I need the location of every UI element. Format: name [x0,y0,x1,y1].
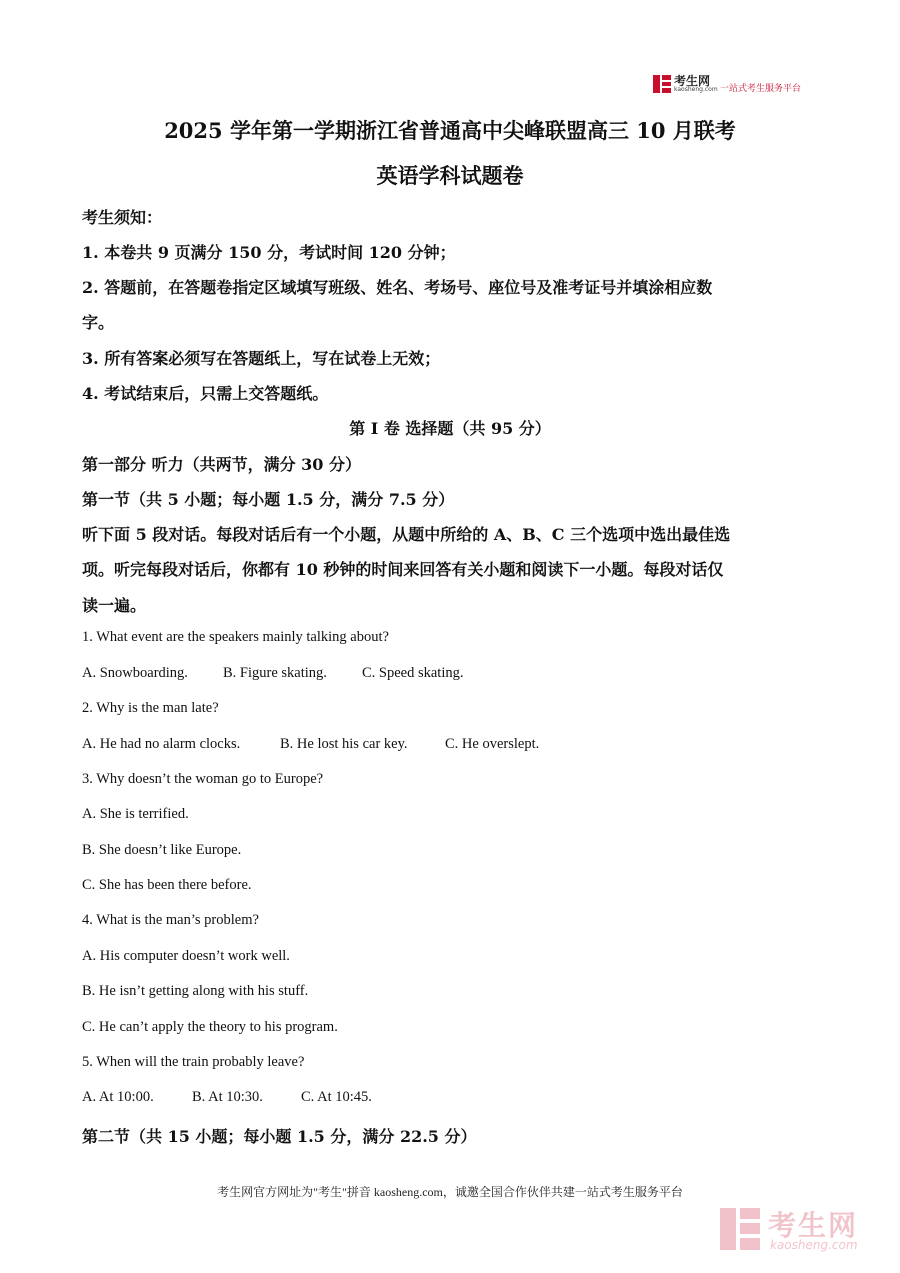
option-a: A. At 10:00. [82,1089,154,1105]
option-b: B. He lost his car key. [280,736,408,752]
question-3-stem: 3. Why doesn’t the woman go to Europe? [82,771,324,787]
question-5-stem: 5. When will the train probably leave? [82,1054,305,1070]
option-b: B. She doesn’t like Europe. [82,842,242,858]
option-c: C. She has been there before. [82,877,252,893]
question-1-options [82,665,464,682]
option-a: A. His computer doesn’t work well. [82,948,290,964]
option-b: B. At 10:30. [192,1089,263,1105]
notice-item: 3. 所有答案必须写在答题纸上，写在试卷上无效； [82,349,441,368]
option-c: C. Speed skating. [362,665,464,681]
question-2-options [82,736,539,753]
option-b: B. He isn’t getting along with his stuff. [82,983,309,999]
option-a: A. He had no alarm clocks. [82,736,241,752]
exam-subtitle: 英语学科试题卷 [376,163,524,188]
sub1-title: 第一节（共 5 小题；每小题 1.5 分，满分 7.5 分） [82,490,455,509]
option-a: A. She is terrified. [82,806,189,822]
volume-title: 第 I 卷 选择题（共 95 分） [349,419,551,438]
option-a: A. Snowboarding. [82,665,188,681]
brand-name: 考生网 [674,74,711,88]
question-1-stem: 1. What event are the speakers mainly talking about? [82,629,389,645]
brand-header [652,72,822,98]
notice-item: 字。 [82,313,115,332]
notice-heading: 考生须知： [82,208,163,227]
sub2-title: 第二节（共 15 小题；每小题 1.5 分，满分 22.5 分） [82,1127,477,1146]
question-2-stem: 2. Why is the man late? [82,700,219,716]
instructions-line: 听下面 5 段对话。每段对话后有一个小题，从题中所给的 A、B、C 三个选项中选出最佳选 [82,525,731,544]
instructions-line: 读一遍。 [82,596,147,615]
watermark-domain: kaosheng.com [770,1238,858,1252]
kaosheng-logo-icon [718,1206,762,1252]
notice-item: 2. 答题前，在答题卷指定区域填写班级、姓名、考场号、座位号及准考证号并填涂相应数 [82,278,713,297]
question-4-stem: 4. What is the man’s problem? [82,912,259,928]
kaosheng-logo-icon [652,74,672,94]
watermark-name: 考生网 [768,1209,859,1242]
page-footer: 考生网官方网址为"考生"拼音 kaosheng.com，诚邀全国合作伙伴共建一站式考生服务平台 [217,1185,683,1199]
instructions-line: 项。听完每段对话后，你都有 10 秒钟的时间来回答有关小题和阅读下一小题。每段对话仅 [82,560,724,579]
exam-title: 2025 学年第一学期浙江省普通高中尖峰联盟高三 10 月联考 [164,118,736,143]
brand-domain: kaosheng.com [674,86,718,93]
watermark [718,1204,888,1256]
option-b: B. Figure skating. [223,665,327,681]
option-c: C. He overslept. [445,736,540,752]
notice-item: 4. 考试结束后，只需上交答题纸。 [82,384,329,403]
option-c: C. At 10:45. [301,1089,372,1105]
notice-item: 1. 本卷共 9 页满分 150 分，考试时间 120 分钟； [82,243,456,262]
question-5-options [82,1089,372,1106]
part1-title: 第一部分 听力（共两节，满分 30 分） [82,455,361,474]
brand-slogan: 一站式考生服务平台 [720,84,802,94]
option-c: C. He can’t apply the theory to his program. [82,1019,338,1035]
